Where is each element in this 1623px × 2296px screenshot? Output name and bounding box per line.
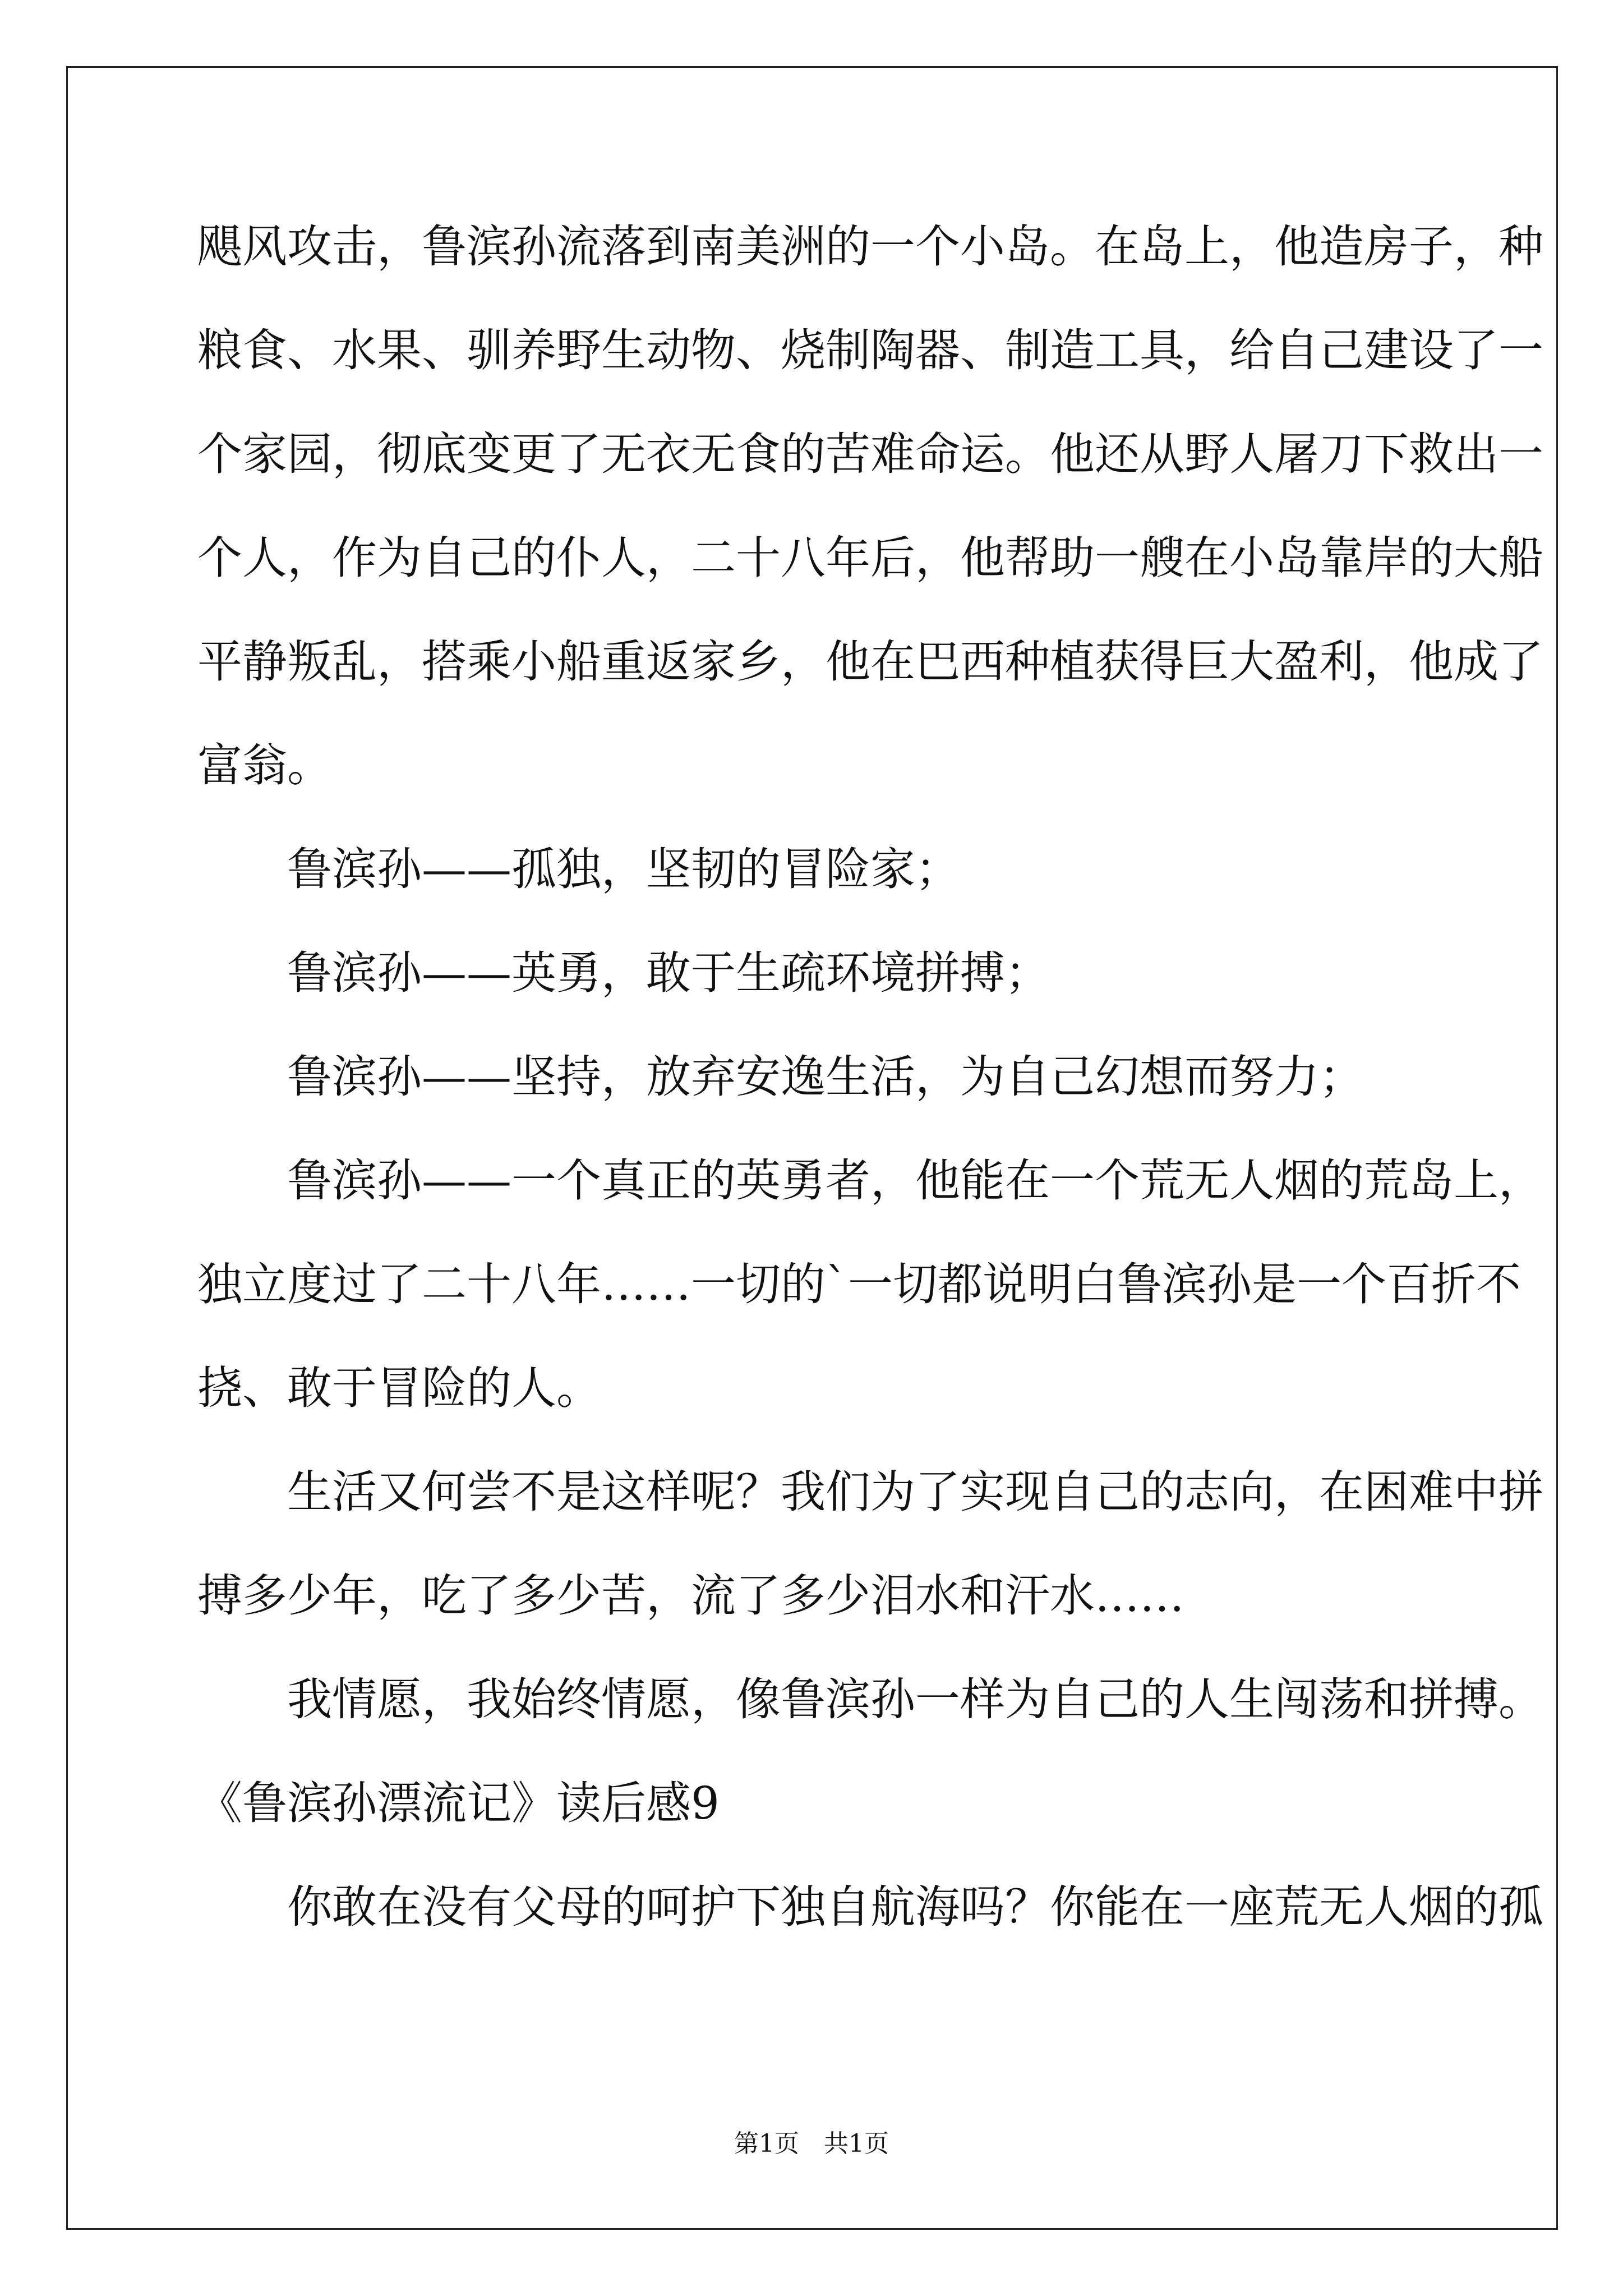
section-heading: 《鲁滨孙漂流记》读后感9	[197, 1777, 720, 1829]
body-line: 鲁滨孙——坚持，放弃安逸生活，为自己幻想而努力；	[287, 1051, 1364, 1103]
page-number-footer: 第1页 共1页	[734, 2129, 889, 2158]
body-line: 富翁。	[197, 739, 332, 792]
body-line: 个人，作为自己的仆人，二十八年后，他帮助一艘在小岛靠岸的大船	[197, 532, 1543, 584]
body-line: 鲁滨孙——孤独，坚韧的冒险家；	[287, 843, 960, 895]
body-line: 飓风攻击，鲁滨孙流落到南美洲的一个小岛。在岛上，他造房子，种	[197, 220, 1543, 273]
body-line: 挠、敢于冒险的人。	[197, 1362, 601, 1414]
body-line: 鲁滨孙——一个真正的英勇者，他能在一个荒无人烟的荒岛上，	[287, 1154, 1543, 1207]
body-line: 个家园，彻底变更了无衣无食的苦难命运。他还从野人屠刀下救出一	[197, 428, 1543, 480]
body-line: 粮食、水果、驯养野生动物、烧制陶器、制造工具，给自己建设了一	[197, 324, 1543, 376]
body-line: 鲁滨孙——英勇，敢于生疏环境拼搏；	[287, 947, 1050, 999]
body-line: 独立度过了二十八年……一切的`一切都说明白鲁滨孙是一个百折不	[197, 1258, 1521, 1310]
body-line: 生活又何尝不是这样呢？我们为了实现自己的志向，在困难中拼	[287, 1466, 1543, 1518]
body-line: 平静叛乱，搭乘小船重返家乡，他在巴西种植获得巨大盈利，他成了	[197, 636, 1543, 688]
body-line: 搏多少年，吃了多少苦，流了多少泪水和汗水……	[197, 1570, 1184, 1622]
body-line: 你敢在没有父母的呵护下独自航海吗？你能在一座荒无人烟的孤	[287, 1881, 1543, 1933]
body-line: 我情愿，我始终情愿，像鲁滨孙一样为自己的人生闯荡和拼搏。	[287, 1673, 1543, 1726]
